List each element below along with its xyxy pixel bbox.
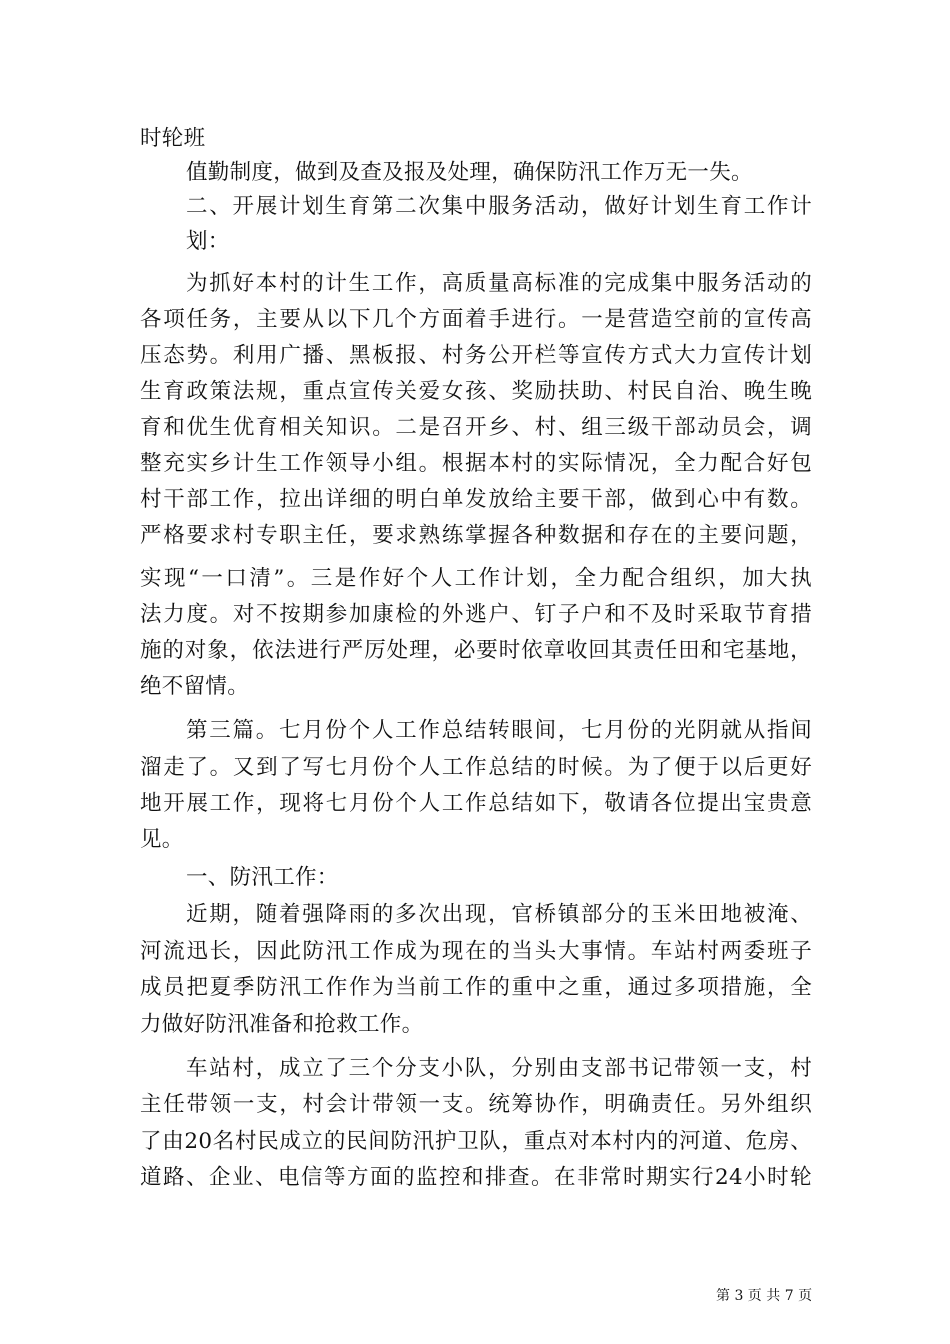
section-heading: 划： bbox=[186, 229, 230, 254]
page-number: 第 3 页 共 7 页 bbox=[716, 1288, 813, 1304]
text-line: 整充实乡计生工作领导小组。根据本村的实际情况，全力配合好包 bbox=[140, 451, 812, 476]
section-heading: 一、防汛工作： bbox=[186, 865, 339, 890]
text-line: 实现“一口清”。三是作好个人工作计划，全力配合组织，加大执 bbox=[140, 566, 812, 591]
text-line: 力做好防汛准备和抢救工作。 bbox=[140, 1012, 424, 1037]
text-line: 各项任务，主要从以下几个方面着手进行。一是营造空前的宣传高 bbox=[140, 307, 812, 332]
text-line: 了由20名村民成立的民间防汛护卫队，重点对本村内的河道、危房、 bbox=[140, 1129, 812, 1154]
text-line: 严格要求村专职主任，要求熟练掌握各种数据和存在的主要问题， bbox=[140, 523, 812, 548]
text-line: 第三篇。七月份个人工作总结转眼间，七月份的光阴就从指间 bbox=[186, 718, 812, 743]
text-line: 压态势。利用广播、黑板报、村务公开栏等宣传方式大力宣传计划 bbox=[140, 343, 812, 368]
text-line: 生育政策法规，重点宣传关爱女孩、奖励扶助、村民自治、晚生晚 bbox=[140, 379, 812, 404]
text-line: 溜走了。又到了写七月份个人工作总结的时候。为了便于以后更好 bbox=[140, 755, 812, 780]
text-line: 时轮班 bbox=[140, 126, 206, 151]
text-line: 育和优生优育相关知识。二是召开乡、村、组三级干部动员会，调 bbox=[140, 415, 812, 440]
text-line: 河流迅长，因此防汛工作成为现在的当头大事情。车站村两委班子 bbox=[140, 939, 812, 964]
text-line: 成员把夏季防汛工作作为当前工作的重中之重，通过多项措施，全 bbox=[140, 975, 812, 1000]
text-line: 为抓好本村的计生工作，高质量高标准的完成集中服务活动的 bbox=[186, 271, 812, 296]
text-line: 地开展工作，现将七月份个人工作总结如下，敬请各位提出宝贵意 bbox=[140, 791, 812, 816]
text-line: 值勤制度，做到及查及报及处理，确保防汛工作万无一失。 bbox=[186, 160, 753, 185]
section-heading: 二、开展计划生育第二次集中服务活动，做好计划生育工作计 bbox=[186, 194, 812, 219]
text-line: 车站村，成立了三个分支小队，分别由支部书记带领一支，村 bbox=[186, 1056, 812, 1081]
text-line: 主任带领一支，村会计带领一支。统筹协作，明确责任。另外组织 bbox=[140, 1092, 812, 1117]
text-line: 法力度。对不按期参加康检的外逃户、钉子户和不及时采取节育措 bbox=[140, 602, 812, 627]
text-line: 绝不留情。 bbox=[140, 674, 250, 699]
text-line: 道路、企业、电信等方面的监控和排查。在非常时期实行24小时轮 bbox=[140, 1165, 812, 1190]
text-line: 施的对象，依法进行严厉处理，必要时依章收回其责任田和宅基地， bbox=[140, 638, 812, 663]
text-line: 见。 bbox=[140, 827, 184, 852]
text-line: 近期，随着强降雨的多次出现，官桥镇部分的玉米田地被淹、 bbox=[186, 902, 812, 927]
text-line: 村干部工作，拉出详细的明白单发放给主要干部，做到心中有数。 bbox=[140, 487, 812, 512]
